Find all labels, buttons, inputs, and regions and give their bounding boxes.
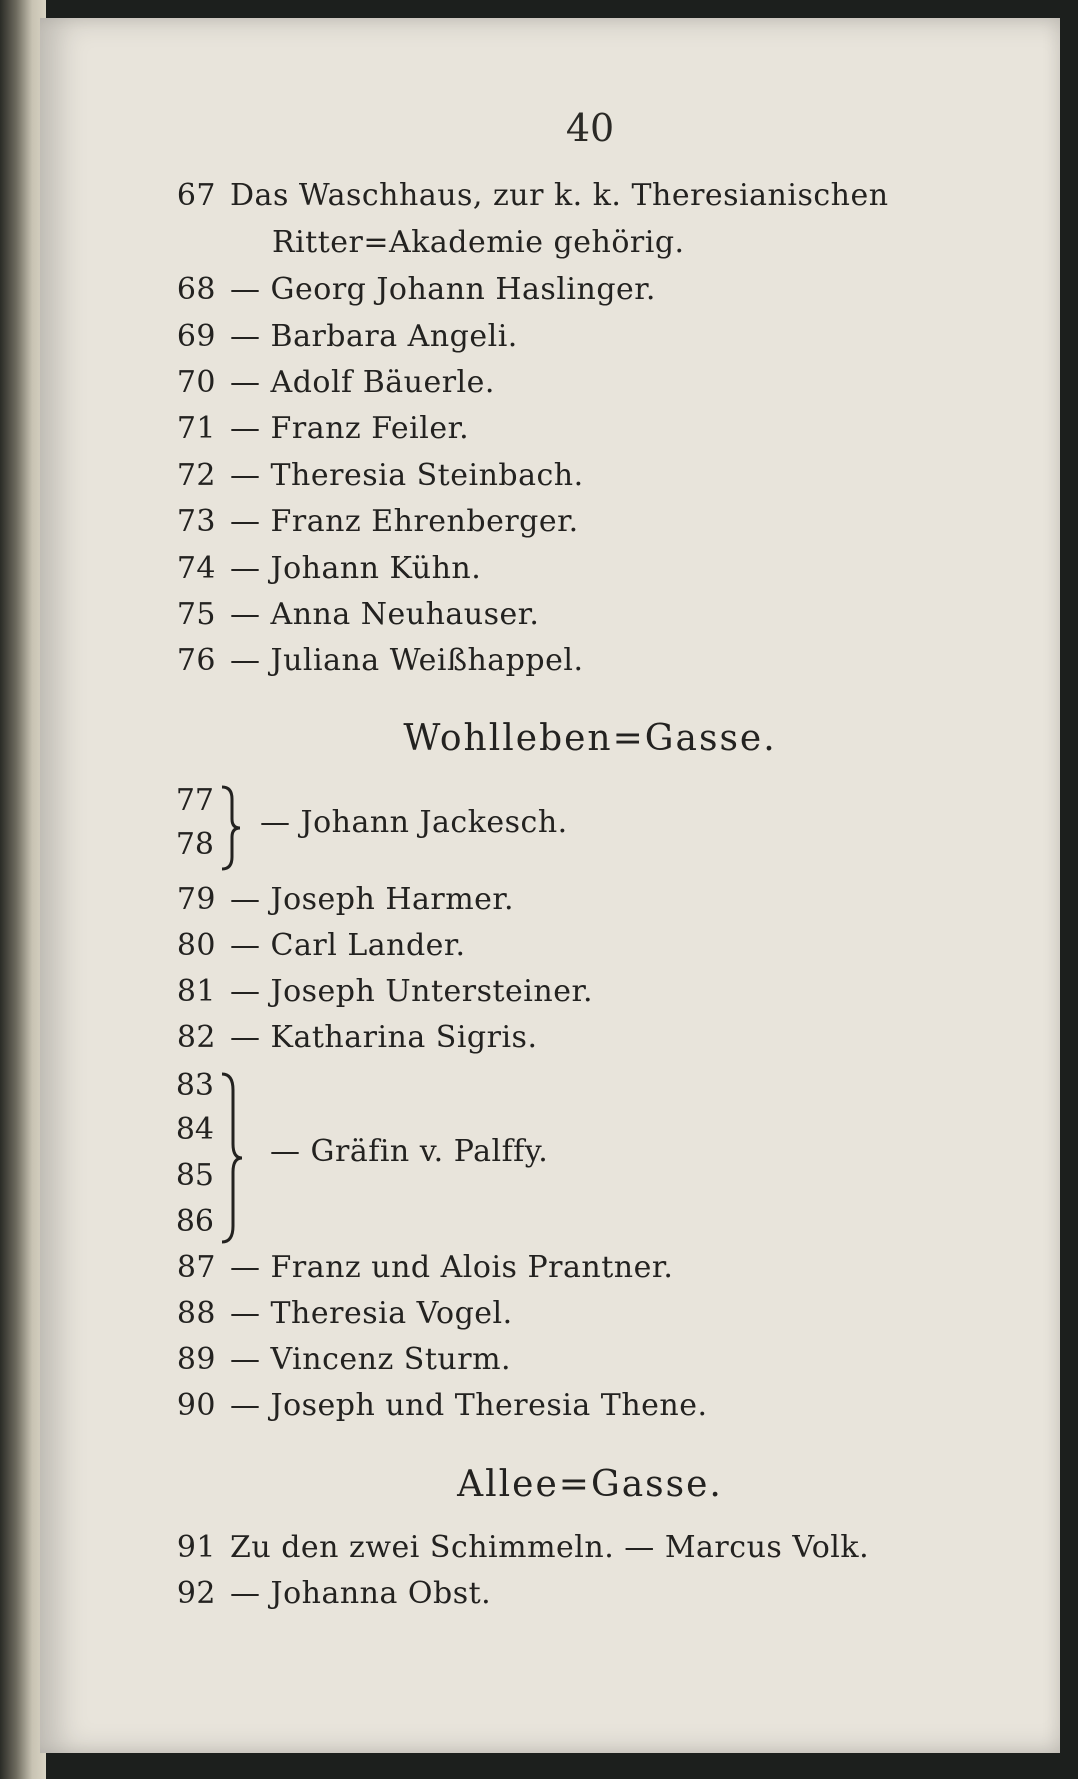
entry-69	[160, 319, 518, 354]
entry-number: 85	[175, 1158, 214, 1193]
entry-72	[160, 458, 584, 493]
entry-text: — Johann Jackesch.	[260, 805, 568, 840]
entry-76	[160, 643, 583, 678]
entry-number: 87	[176, 1250, 216, 1285]
entry-number: 91	[176, 1530, 216, 1565]
entry-number: 75	[176, 597, 216, 632]
entry-67	[160, 178, 889, 213]
section-heading-allee-gasse: Allee=Gasse.	[457, 1464, 723, 1505]
entry-number: 81	[176, 974, 216, 1009]
entry-91	[160, 1530, 869, 1565]
entry-number: 69	[176, 319, 216, 354]
entry-88	[160, 1296, 513, 1331]
entry-number: 92	[176, 1576, 216, 1611]
entry-text: — Franz und Alois Prantner.	[230, 1250, 674, 1285]
entry-79	[160, 882, 514, 917]
entry-text: — Carl Lander.	[230, 928, 466, 963]
entry-92	[160, 1576, 491, 1611]
entry-text: — Adolf Bäuerle.	[230, 365, 495, 400]
entry-number: 67	[176, 178, 216, 213]
book-page	[40, 18, 1060, 1753]
entry-81	[160, 974, 593, 1009]
entry-number: 88	[176, 1296, 216, 1331]
curly-brace-icon	[218, 785, 244, 871]
entry-text: — Joseph Harmer.	[230, 882, 515, 917]
entry-number: 70	[176, 365, 216, 400]
entry-number: 89	[176, 1342, 216, 1377]
entry-text: — Gräfin v. Palffy.	[270, 1134, 549, 1169]
entry-text: — Theresia Steinbach.	[230, 458, 584, 493]
entry-text: Zu den zwei Schimmeln. — Marcus Volk.	[230, 1530, 870, 1565]
entry-text: — Vincenz Sturm.	[230, 1342, 512, 1377]
entry-87	[160, 1250, 673, 1285]
entry-text: — Franz Feiler.	[230, 411, 470, 446]
entry-82	[160, 1020, 538, 1055]
entry-text: — Theresia Vogel.	[230, 1296, 513, 1331]
entry-number: 77	[175, 783, 214, 818]
entry-group-77-78	[160, 783, 860, 883]
entry-73	[160, 504, 579, 539]
entry-text: — Juliana Weißhappel.	[230, 643, 584, 678]
entry-number: 71	[176, 411, 216, 446]
entry-number: 80	[176, 928, 216, 963]
curly-brace-icon	[218, 1072, 246, 1244]
entry-number: 84	[175, 1112, 214, 1147]
entry-number: 90	[176, 1388, 216, 1423]
entry-text: — Johann Kühn.	[230, 551, 482, 586]
entry-68	[160, 272, 656, 307]
entry-90	[160, 1388, 708, 1423]
entry-number: 83	[175, 1068, 214, 1103]
entry-67-continuation	[272, 225, 685, 260]
entry-text: Das Waschhaus, zur k. k. Theresianischen	[230, 178, 889, 213]
entry-group-83-86	[160, 1068, 860, 1258]
entry-text: — Johanna Obst.	[230, 1576, 492, 1611]
entry-number: 72	[176, 458, 216, 493]
entry-number: 76	[176, 643, 216, 678]
entry-70	[160, 365, 495, 400]
entry-74	[160, 551, 481, 586]
entry-number: 73	[176, 504, 216, 539]
entry-75	[160, 597, 539, 632]
entry-text: — Joseph Untersteiner.	[230, 974, 594, 1009]
entry-number: 79	[176, 882, 216, 917]
entry-number: 82	[176, 1020, 216, 1055]
entry-text: — Franz Ehrenberger.	[230, 504, 579, 539]
entry-text: — Katharina Sigris.	[230, 1020, 538, 1055]
entry-71	[160, 411, 469, 446]
entry-text: — Georg Johann Haslinger.	[230, 272, 656, 307]
entry-text: — Barbara Angeli.	[230, 319, 518, 354]
entry-number: 78	[175, 827, 214, 862]
entry-number: 68	[176, 272, 216, 307]
entry-number: 86	[175, 1204, 214, 1239]
page-number: 40	[565, 106, 615, 150]
entry-text: Ritter=Akademie gehörig.	[272, 225, 685, 260]
entry-text: — Joseph und Theresia Thene.	[230, 1388, 708, 1423]
entry-89	[160, 1342, 511, 1377]
entry-text: — Anna Neuhauser.	[230, 597, 540, 632]
section-heading-wohlleben-gasse: Wohlleben=Gasse.	[403, 718, 777, 759]
entry-80	[160, 928, 466, 963]
entry-number: 74	[176, 551, 216, 586]
